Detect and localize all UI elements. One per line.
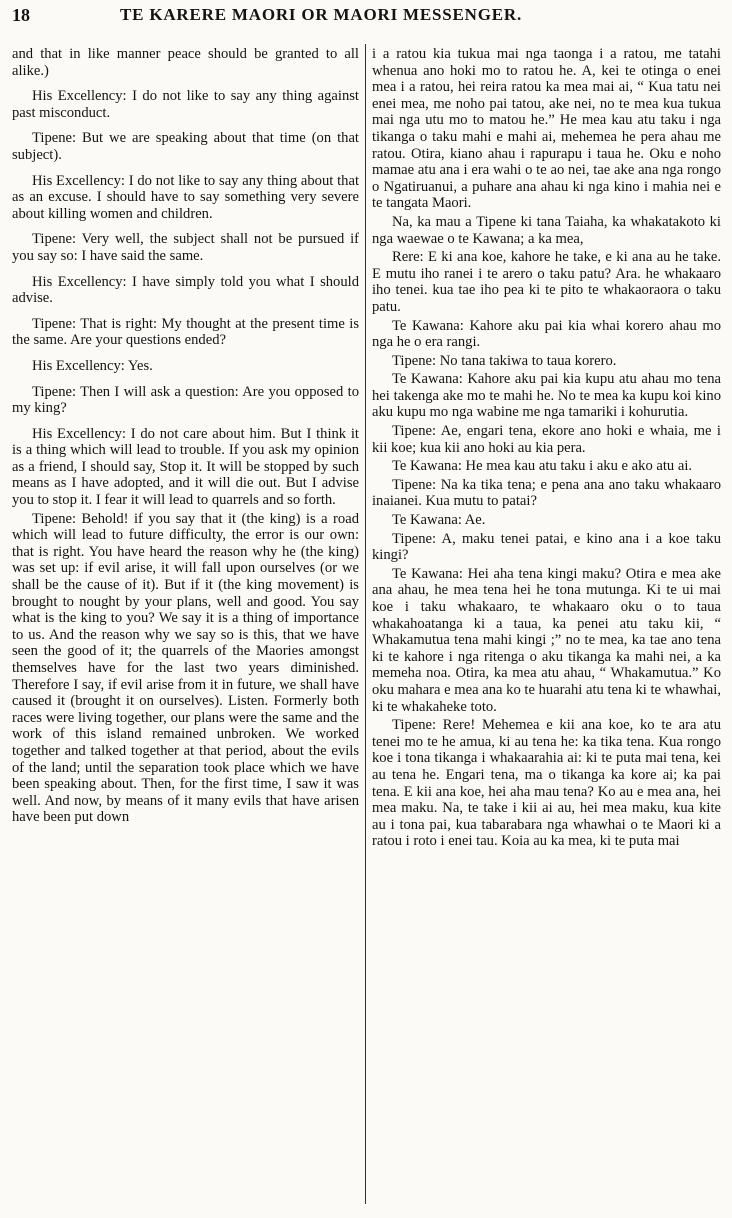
running-title: TE KARERE MAORI OR MAORI MESSENGER. (120, 5, 523, 24)
paragraph: Tipene: A, maku tenei patai, e kino ana i a koe taku kingi? (372, 530, 721, 564)
paragraph: His Excellency: I have simply told you what I should advise. (12, 273, 359, 307)
paragraph: His Excellency: I do not like to say any thing against past misconduct. (12, 88, 359, 121)
english-column (12, 46, 359, 1206)
paragraph: Te Kawana: Kahore aku pai kia kupu atu ahau mo tena hei takenga ake mo te mahi he. No te mea ka kupu koi kino aku kupu mo nga wabine me nga tamariki i kohurutia. (372, 371, 721, 421)
paragraph: Na, ka mau a Tipene ki tana Taiaha, ka whakatakoto ki nga waewae o te Kawana; a ka mea, (372, 213, 721, 247)
paragraph: His Excellency: I do not care about him. But I think it is a thing which will lead to trouble. If you ask my opinion as a friend, I should say, Stop it. It will be stopped by such means as I have adopted, and it will die out. But I advise you to stop it. I fear it will lead to quarrels and so forth. (12, 425, 359, 509)
paragraph: i a ratou kia tukua mai nga taonga i a ratou, me tatahi whenua ano hoki mo to ratou he. A, kei te otinga o enei mea i a ratou, hei reira ratou ka mea mai ai, “ Kua tatu nei enei mea, me noho pai tatou, ake nei, no te mea kua tukua mai nga utu mo to matou he.” He mea kau atu taku i nga tikanga o taku mahi e mahi ai, mehemea he pera ahau me ratou. Otira, kiano ahau i rapurapu i taua he. Oku e noho mamae atu ana i era wahi o te ao nei, tae ake ana nga rongo o Ngatiruanui, a puhare ana ahau ki nga kino i mahia nei e te tangata Maori. (372, 46, 721, 212)
paragraph: Te Kawana: Ae. (392, 512, 486, 529)
paragraph: Tipene: Na ka tika tena; e pena ana ano taku whakaaro inaianei. Kua mutu to patai? (372, 476, 721, 510)
paragraph: Tipene: Very well, the subject shall not be pursued if you say so: I have said the same. (12, 231, 359, 264)
paragraph: Te Kawana: Kahore aku pai kia whai korero ahau mo nga he o era rangi. (372, 317, 721, 351)
page-header (0, 2, 732, 28)
column-divider (365, 44, 366, 1204)
paragraph: and that in like manner peace should be granted to all alike.) (12, 46, 359, 79)
page-number: 18 (12, 5, 30, 25)
paragraph: Tipene: No tana takiwa to taua korero. (392, 352, 617, 369)
paragraph: His Excellency: I do not like to say any thing about that as an excuse. I should have to say something very severe about killing women and children. (12, 172, 359, 222)
paragraph: Tipene: Behold! if you say that it (the king) is a road which will lead to future difficulty, the error is our own: that is right. You have heard the reason why he (the king) was set up: if evil arise, it will fall upon ourselves (or we shall be the cause of it). But if it (the king movement) is brought to nought by your plans, well and good. You say what is the king to you? We say it is a thing of importance to us. And the reason why we say so is this, that we have seen the good of it; the quarrels of the Maories amongst themselves have for the last two years diminished. Therefore I say, if evil arise from it in future, we shall have caused it (brought it on ourselves). Listen. Formerly both races were living together, our plans were the same and the work of this island remained unbroken. We worked together and talked together at that period, about the evils of the land; until the separation took place which we have been speaking about. Then, for the first time, I saw it was well. And now, by means of it many evils that have arisen have been put down (12, 510, 359, 826)
paragraph: Tipene: Rere! Mehemea e kii ana koe, ko te ara atu tenei mo te he amua, ki au tena he: ka tika tena. Kua rongo koe i tona tikanga i whakaarahia ai: ki te puta mai tena, kei au tena he. Engari tena, ma o tikanga ka kore ai; ka pai tena. E kii ana koe, hei aha mau tena? Ko au e mea ana, hei mea maku. Na, te take i kii ai au, hei mea maku, kua kite au i tona pai, kua tabarabara nga whawhai o te Maori ki a ratou i roto i enei tau. Koia au ka mea, ki te puta mai (372, 717, 721, 850)
paragraph: Tipene: Then I will ask a question: Are you opposed to my king? (12, 383, 359, 417)
paragraph: Rere: E ki ana koe, kahore he take, e ki ana au he take. E mutu iho ranei i te arero o taku patu? Ara. he whakaaro iho tenei. kua tae iho pea ki te pito te whakaoraora o taku patu. (372, 249, 721, 315)
maori-column (372, 46, 721, 1206)
paragraph: Tipene: But we are speaking about that time (on that subject). (12, 130, 359, 163)
paragraph: Te Kawana: He mea kau atu taku i aku e ako atu ai. (392, 458, 693, 475)
paragraph: Tipene: That is right: My thought at the present time is the same. Are your questions ended? (12, 315, 359, 349)
paragraph: His Excellency: Yes. (32, 357, 153, 374)
paragraph: Tipene: Ae, engari tena, ekore ano hoki e whaia, me i kii koe; kua kii ano hoki au kia pera. (372, 423, 721, 456)
paragraph: Te Kawana: Hei aha tena kingi maku? Otira e mea ake ana ahau, he mea tena hei he tona mutunga. Ki te ui mai koe i taku whakaaro, te whakaaro oku o to taua whakahoatanga ki a taua, ka penei atu taku kii, “ Whakamutua tena mahi kingi ;” no te mea, ka tae ano tena ki te kahore i nga ritenga o aku tikanga ka mahi nei, a ka memeha noa. Otira, ka mea atu ahau, “ Whakamutua.” Ko oku mahara e mea ana ko te huarahi atu tena ki te whawhai, ki te whakaheke toto. (372, 565, 721, 715)
